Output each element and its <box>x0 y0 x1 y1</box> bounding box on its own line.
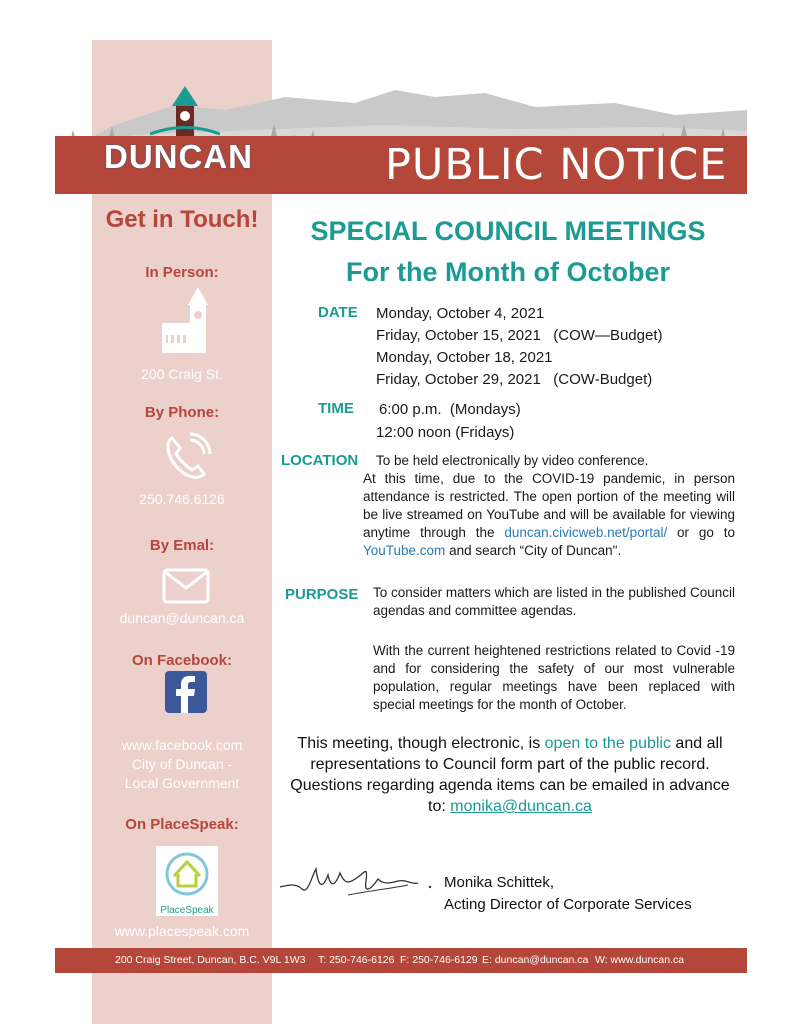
date-label: DATE <box>318 304 358 321</box>
city-hall-icon <box>158 285 214 355</box>
date-line-3: Monday, October 18, 2021 <box>376 349 553 366</box>
youtube-link[interactable]: YouTube.com <box>363 543 446 558</box>
by-phone-label: By Phone: <box>144 404 220 421</box>
closing-part-2: and all representations to Council form part of the public record. Questions regarding agenda items can be emailed in advance to: <box>290 735 730 815</box>
facebook-label: On Facebook: <box>131 652 232 669</box>
purpose-label: PURPOSE <box>285 586 359 603</box>
envelope-icon <box>162 568 210 604</box>
footer-telephone: T: 250-746-6126 <box>318 954 395 966</box>
closing-part-1: This meeting, though electronic, is <box>297 735 545 752</box>
contact-email-link[interactable]: monika@duncan.ca <box>450 798 592 815</box>
clock-tower-logo-icon <box>150 86 220 141</box>
date-line-2: Friday, October 15, 2021 (COW—Budget) <box>376 327 663 344</box>
meeting-subtitle: For the Month of October <box>346 257 670 287</box>
page-title: PUBLIC NOTICE <box>385 140 728 190</box>
placespeak-house-icon <box>156 846 218 898</box>
location-body-end: and search “City of Duncan". <box>445 543 622 558</box>
open-to-public-highlight: open to the public <box>544 735 671 752</box>
footer-website[interactable]: W: www.duncan.ca <box>595 954 685 966</box>
placespeak-url: www.placespeak.com <box>114 923 250 939</box>
phone-icon <box>160 432 212 484</box>
location-label: LOCATION <box>281 452 359 469</box>
facebook-page-line1: City of Duncan - <box>131 756 233 772</box>
location-body-mid: or go to <box>667 525 736 540</box>
date-line-1: Monday, October 4, 2021 <box>376 305 545 322</box>
facebook-icon <box>165 671 207 713</box>
time-label: TIME <box>318 400 354 417</box>
placespeak-logo-text: PlaceSpeak <box>160 905 214 916</box>
location-first-line: To be held electronically by video conference. <box>376 453 649 468</box>
location-body-start: At this time, due to the COVID-19 pandemic, in person attendance is restricted. The open portion of the meeting will be live streamed on YouTube and will be available for viewing anytime through the <box>363 471 735 540</box>
time-line-2: 12:00 noon (Fridays) <box>376 424 515 441</box>
time-line-1: 6:00 p.m. (Mondays) <box>379 401 521 418</box>
footer-bar <box>55 948 747 973</box>
logo-text: DUNCAN <box>104 138 253 175</box>
meeting-title: SPECIAL COUNCIL MEETINGS <box>310 216 706 246</box>
signature-image <box>278 855 438 905</box>
date-line-4: Friday, October 29, 2021 (COW-Budget) <box>376 371 653 388</box>
by-email-label: By Emal: <box>149 537 215 554</box>
phone-number: 250.746.6126 <box>139 491 225 507</box>
civicweb-portal-link[interactable]: duncan.civicweb.net/portal/ <box>504 525 668 540</box>
placespeak-label: On PlaceSpeak: <box>125 816 239 833</box>
footer-fax: F: 250-746-6129 <box>400 954 478 966</box>
signatory-name: Monika Schittek, <box>444 874 555 891</box>
in-person-label: In Person: <box>145 264 219 281</box>
facebook-url: www.facebook.com <box>121 737 243 753</box>
purpose-paragraph-2: With the current heightened restrictions related to Covid -19 and for considering the safety of our most vulnerable population, regular meetings have been replaced with special meetings for the month of October. <box>373 643 735 712</box>
facebook-page-line2: Local Government <box>124 775 240 791</box>
closing-statement <box>280 733 740 817</box>
in-person-address: 200 Craig St. <box>141 366 223 382</box>
location-body <box>363 470 735 560</box>
signatory-title: Acting Director of Corporate Services <box>444 896 692 913</box>
footer-address: 200 Craig Street, Duncan, B.C. V9L 1W3 <box>115 954 306 966</box>
footer-email[interactable]: E: duncan@duncan.ca <box>482 954 589 966</box>
purpose-paragraph-1: To consider matters which are listed in the published Council agendas and committee agendas. <box>373 585 735 618</box>
placespeak-logo <box>156 846 218 916</box>
email-address: duncan@duncan.ca <box>119 610 245 626</box>
sidebar-heading: Get in Touch! <box>105 206 259 233</box>
